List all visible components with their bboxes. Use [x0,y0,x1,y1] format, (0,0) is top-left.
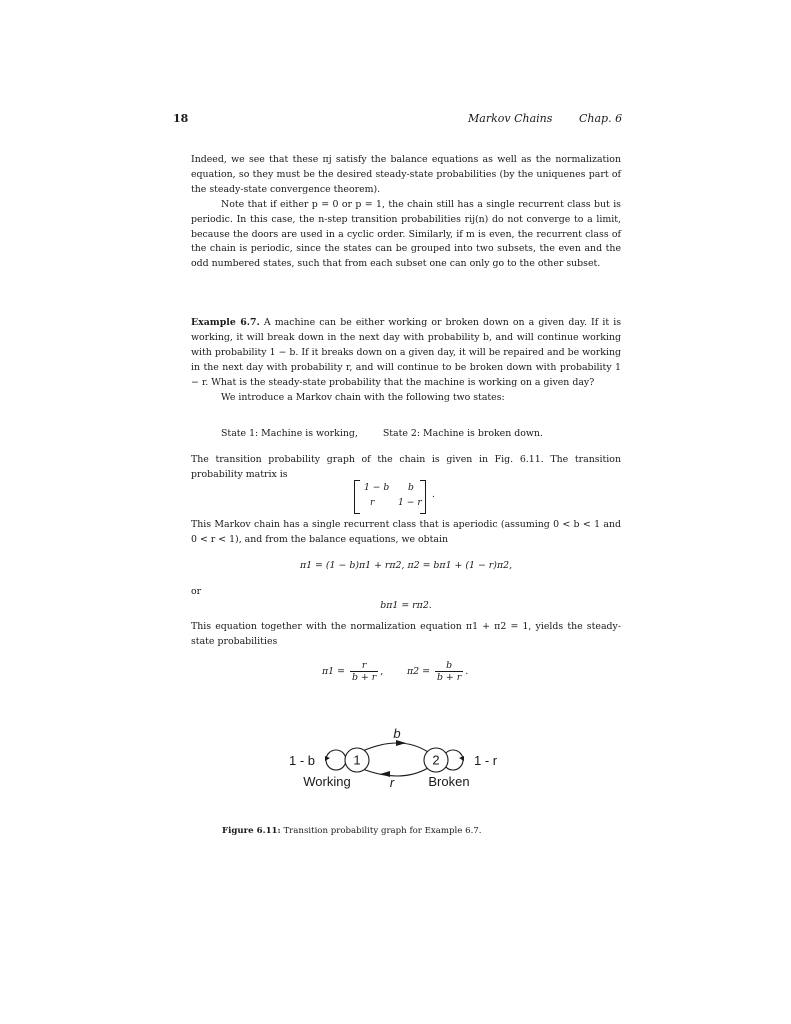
pi2-lhs: π2 = [407,666,430,677]
pi1-lhs: π1 = [322,666,345,677]
self-loop-1 [326,750,346,770]
pi1-solution [322,660,383,683]
state-1-def: State 1: Machine is working, [221,428,358,439]
self-loop-1-arrowhead [325,756,330,761]
chapter-label: Chap. 6 [579,112,623,125]
pi1-comma: , [380,666,384,677]
intro-paragraph-2: Note that if either p = 0 or p = 1, the chain still has a single recurrent class but is periodic. In this case, the n-step transition probabilities rij(n) do not converge to a limit, because the doors are used in a cyclic order. Similarly, if m is even, the recurrent class of the chain is periodic, since the states can be grouped into two subsets, the even and the odd numbered states, such that from each subset one can only go to the other subset. [191,198,621,270]
pi1-fraction [350,660,378,683]
pi2-denominator: b + r [436,672,462,683]
pi2-solution [407,660,468,683]
matrix-period: . [432,489,435,500]
intro-paragraph-1: Indeed, we see that these πj satisfy the balance equations as well as the normalization equation, so they must be the desired steady-state probabilities (by the uniquenes part of the steady-state convergence theorem). [191,154,621,195]
node-1-label: 1 [353,752,361,768]
balance-equations: π1 = (1 − b)π1 + rπ2, π2 = bπ1 + (1 − r)π2, [299,560,513,571]
self-loop-1-label: 1 - b [289,753,316,768]
matrix-cell-11: 1 − b [364,482,390,493]
pi1-denominator: b + r [351,672,377,683]
self-loop-2-arrowhead [459,756,464,761]
pi2-period: . [465,666,469,677]
graph-text: The transition probability graph of the chain is given in Fig. 6.11. The transition probability matrix is [191,454,621,480]
edge-bottom-label: r [389,775,395,790]
normalization-text: This equation together with the normalization equation π1 + π2 = 1, yields the steady-state probabilities [191,621,621,647]
figure-caption [222,826,482,836]
figure-caption-label: Figure 6.11: [222,826,281,836]
node-2-caption: Broken [428,774,470,789]
matrix-cell-21: r [370,497,375,508]
edge-bottom-arrowhead [380,771,390,777]
matrix-cell-22: 1 − r [398,497,422,508]
example-label: Example 6.7. [191,317,260,328]
pi2-fraction [435,660,463,683]
matrix-cell-12: b [408,482,414,493]
node-2-label: 2 [432,752,440,768]
simplified-equation: bπ1 = rπ2. [380,600,432,611]
self-loop-2-label: 1 - r [474,753,498,768]
state-2-def: State 2: Machine is broken down. [382,428,543,439]
pi2-numerator: b [435,660,463,672]
aperiodic-text: This Markov chain has a single recurrent class that is aperiodic (assuming 0 < b < 1 and 0 < r < 1), and from the balance equations, we obtain [191,519,621,545]
transition-graph [280,720,520,800]
edge-top-arc [360,743,428,752]
page-number: 18 [173,112,189,125]
matrix-left-bracket [354,480,360,514]
running-title: Markov Chains [468,112,553,125]
or-word: or [191,586,202,597]
transition-matrix [354,480,435,512]
edge-top-label: b [393,726,401,741]
example-block [191,316,621,405]
states-line [221,428,543,439]
pi1-numerator: r [350,660,378,672]
intro-text [191,153,621,272]
figure-caption-text: Transition probability graph for Example 6.7. [283,826,482,836]
example-problem: A machine can be either working or broken down on a given day. If it is working, it will break down in the next day with probability b, and will continue working with probability 1 − b. If it breaks down on a given day, it will be repaired and be working in the next day with probability r, and will continue to be broken down with probability 1 − r. What is the steady-state probability that the machine is working on a given day? [191,317,622,388]
example-chain-intro: We introduce a Markov chain with the following two states: [221,391,505,403]
node-1-caption: Working [303,774,351,789]
